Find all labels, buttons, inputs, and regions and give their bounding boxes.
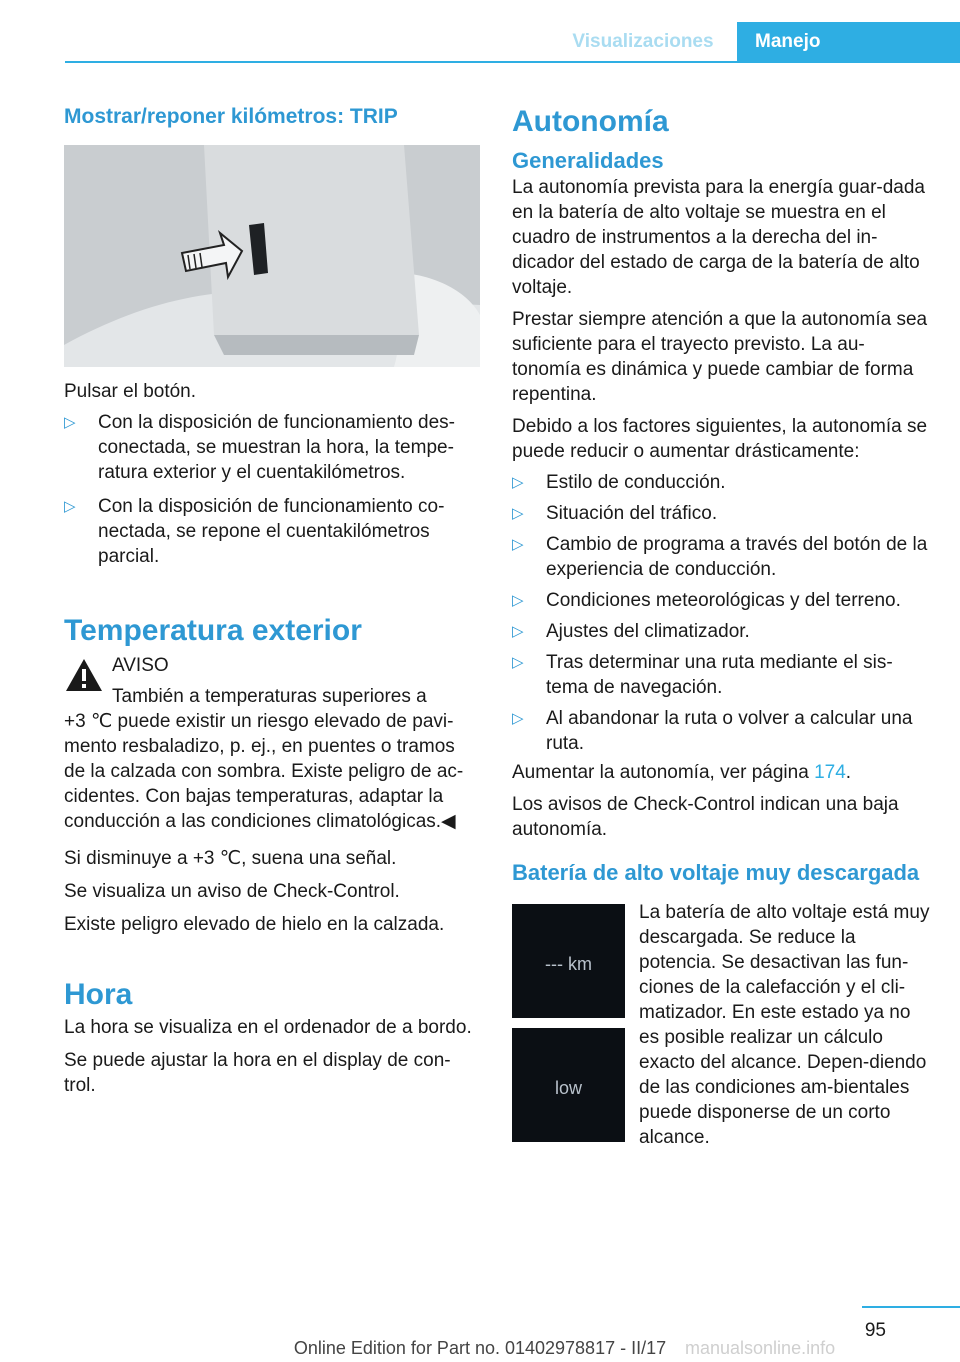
- battery-heading: Batería de alto voltaje muy descargada: [512, 860, 920, 885]
- list-item: ▷ Con la disposición de funcionamiento co-nectada, se repone el cuentakilómetros parcial.: [64, 496, 445, 567]
- triangle-bullet-icon: ▷: [512, 474, 524, 491]
- right-column: [512, 104, 932, 1152]
- triangle-bullet-icon: ▷: [512, 592, 524, 609]
- gen-paragraph: La autonomía prevista para la energía guar-dada en la batería de alto voltaje se muestra en el cuadro de instrumentos a la derecha del in-dicador del estado de carga de la batería de alto voltaje.: [512, 177, 925, 298]
- tab-visualizaciones[interactable]: Visualizaciones: [572, 31, 714, 52]
- temp-paragraph: Si disminuye a +3 ℃, suena una señal.: [64, 848, 397, 869]
- list-item: ▷ Con la disposición de funcionamiento des-conectada, se muestran la hora, la tempe-ratura exterior y el cuentakilómetros.: [64, 412, 455, 483]
- temp-heading: Temperatura exterior: [64, 614, 362, 647]
- triangle-bullet-icon: ▷: [512, 654, 524, 671]
- list-item: ▷ Tras determinar una ruta mediante el sis-tema de navegación.: [512, 652, 893, 698]
- temp-paragraph: Se visualiza un aviso de Check-Control.: [64, 881, 400, 902]
- trip-heading: Mostrar/reponer kilómetros: TRIP: [64, 105, 398, 128]
- left-column: [64, 104, 480, 1098]
- list-item: ▷ Condiciones meteorológicas y del terreno.: [512, 590, 901, 611]
- list-item: ▷ Situación del tráfico.: [512, 503, 718, 524]
- triangle-bullet-icon: ▷: [64, 498, 76, 515]
- trip-button-photo: [64, 145, 480, 367]
- gen-paragraph: Debido a los factores siguientes, la autonomía se puede reducir o aumentar drásticamente:: [512, 416, 928, 462]
- triangle-bullet-icon: ▷: [512, 536, 524, 553]
- triangle-bullet-icon: ▷: [512, 710, 524, 727]
- warning-body: +3 ℃ puede existir un riesgo elevado de pavi-mento resbaladizo, p. ej., en puentes o tramos de la calzada con sombra. Existe peligro de ac-cidentes. Con bajas temperaturas, adaptar la conducción a las condiciones climatológicas.◀: [64, 711, 464, 832]
- generalidades-heading: Generalidades: [512, 148, 664, 173]
- list-item: ▷ Estilo de conducción.: [512, 472, 726, 493]
- watermark: manualsonline.info: [685, 1338, 836, 1358]
- triangle-bullet-icon: ▷: [512, 623, 524, 640]
- trip-list: [64, 410, 480, 569]
- tab-manejo[interactable]: Manejo: [737, 22, 960, 62]
- footer: [0, 1338, 960, 1359]
- warning-first-line: También a temperaturas superiores a: [112, 686, 427, 707]
- page-number: 95: [864, 1320, 886, 1341]
- display-low-image: low: [512, 1028, 625, 1142]
- temp-paragraph: Existe peligro elevado de hielo en la calzada.: [64, 914, 445, 935]
- list-item: ▷ Ajustes del climatizador.: [512, 621, 750, 642]
- battery-text: La batería de alto voltaje está muy descargada. Se reduce la potencia. Se desactivan las fun-ciones de la calefacción y el cli-matizador. En este estado ya no es posible realizar un cálculo exacto del alcance. Depen-diendo de las condiciones am-bientales puede disponerse de un corto alcance.: [639, 902, 930, 1148]
- gen-paragraph: Prestar siempre atención a que la autonomía sea suficiente para el trayecto previsto. La au-tonomía es dinámica y puede cambiar de forma repentina.: [512, 309, 928, 405]
- display-images: [512, 904, 625, 1152]
- page-number-rule: [862, 1306, 960, 1308]
- triangle-bullet-icon: ▷: [64, 414, 76, 431]
- warning-title: AVISO: [112, 655, 169, 676]
- autonomia-heading: Autonomía: [512, 105, 669, 138]
- list-item: ▷ Cambio de programa a través del botón de la experiencia de conducción.: [512, 534, 928, 580]
- increase-paragraph: Aumentar la autonomía, ver página 174.: [512, 762, 852, 783]
- battery-section: [512, 900, 932, 1150]
- checkcontrol-paragraph: Los avisos de Check-Control indican una baja autonomía.: [512, 794, 899, 840]
- triangle-bullet-icon: ▷: [512, 505, 524, 522]
- list-item: ▷ Al abandonar la ruta o volver a calcular una ruta.: [512, 708, 913, 754]
- trip-intro: Pulsar el botón.: [64, 381, 197, 402]
- page-link-174[interactable]: 174: [814, 762, 846, 783]
- hora-paragraph: La hora se visualiza en el ordenador de a bordo.: [64, 1017, 472, 1038]
- edition-text: Online Edition for Part no. 01402978817 - II/17: [293, 1338, 667, 1358]
- hora-heading: Hora: [64, 978, 133, 1011]
- warning-triangle-icon: [64, 657, 104, 693]
- hora-paragraph: Se puede ajustar la hora en el display de con-trol.: [64, 1050, 451, 1096]
- warning-box: [64, 653, 480, 834]
- factors-list: [512, 470, 932, 756]
- display-km-image: --- km: [512, 904, 625, 1018]
